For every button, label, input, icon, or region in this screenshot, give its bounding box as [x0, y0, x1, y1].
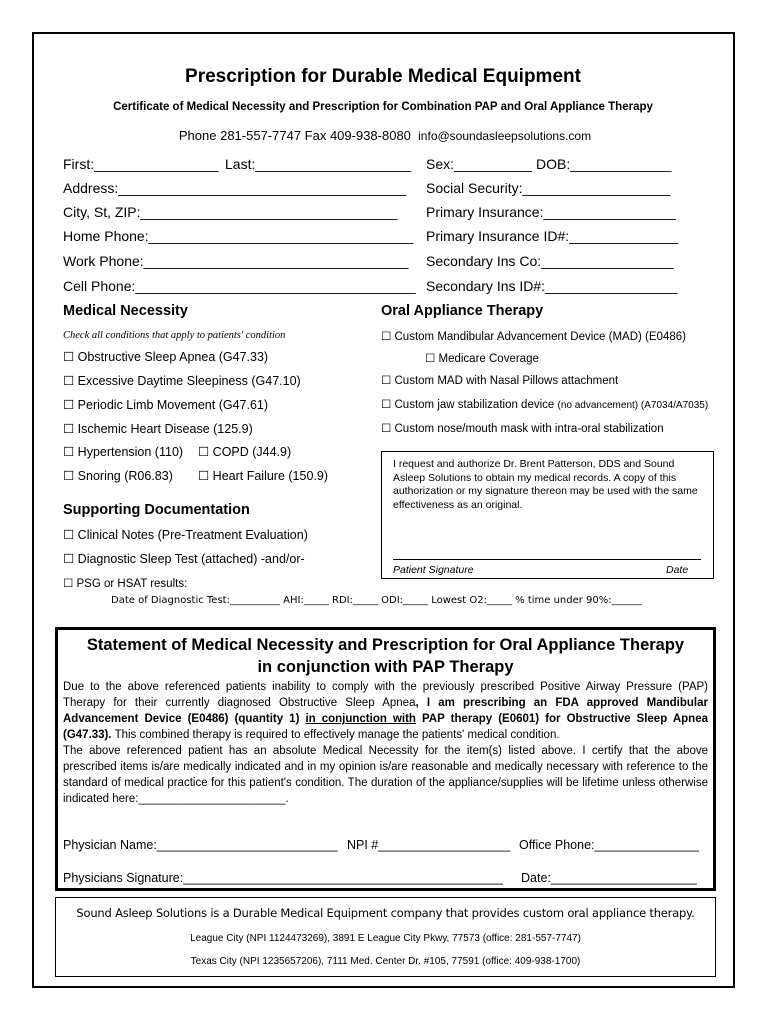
checkbox-snoring[interactable]: ☐ Snoring (R06.83) [63, 469, 173, 483]
statement-p1-b: , I am prescribing an FDA approved Mandibular Advancement Device (E0486) (quantity 1) [63, 697, 708, 725]
authorization-box [381, 451, 714, 579]
contact-line [0, 128, 770, 143]
secondary-insurance-field[interactable]: Secondary Ins Co:_________________ [426, 253, 674, 269]
jaw-stabilization-codes: (no advancement) (A7034/A7035) [557, 400, 709, 411]
medical-necessity-instruction: Check all conditions that apply to patients' condition [63, 330, 286, 341]
statement-title [58, 634, 713, 678]
oral-appliance-heading: Oral Appliance Therapy [381, 303, 544, 319]
footer-box [55, 897, 716, 977]
statement-p2: The above referenced patient has an absolute Medical Necessity for the item(s) listed above. I certify that the above prescribed items is/are medically indicated and in my opinion is/are reasonable and medically necessary with reference to the standard of medical practice for this patient's condition. The duration of the appliance/supplies will be lifetime unless otherwise indicated here:_______________________. [63, 745, 708, 805]
phone-fax: Phone 281-557-7747 Fax 409-938-8080 [178, 128, 411, 143]
cell-phone-field[interactable]: Cell Phone:____________________________________ [63, 278, 416, 294]
checkbox-osa[interactable]: ☐ Obstructive Sleep Apnea (G47.33) [63, 350, 269, 364]
checkbox-diagnostic-test[interactable]: ☐ Diagnostic Sleep Test (attached) -and/or- [63, 552, 305, 566]
sex-field[interactable]: Sex:__________ [426, 156, 532, 172]
dob-field[interactable]: DOB:_____________ [536, 156, 672, 172]
home-phone-field[interactable]: Home Phone:__________________________________ [63, 228, 414, 244]
footer-league-city-address: League City (NPI 1124473269), 3891 E League City Pkwy, 77573 (office: 281-557-7747) [190, 933, 581, 944]
supporting-documentation-heading: Supporting Documentation [63, 502, 250, 518]
form-title: Prescription for Durable Medical Equipment [185, 66, 581, 87]
checkbox-medicare-coverage[interactable]: ☐ Medicare Coverage [425, 353, 539, 365]
physician-signature-field[interactable]: Physicians Signature:______________________________________________ [63, 871, 503, 885]
checkbox-ihd[interactable]: ☐ Ischemic Heart Disease (125.9) [63, 422, 253, 436]
checkbox-clinical-notes[interactable]: ☐ Clinical Notes (Pre-Treatment Evaluation) [63, 528, 308, 542]
address-field[interactable]: Address:_____________________________________ [63, 180, 407, 196]
statement-p1-e: This combined therapy is required to effectively manage the patients' medical condition. [111, 729, 560, 741]
secondary-insurance-id-field[interactable]: Secondary Ins ID#:_________________ [426, 278, 678, 294]
form-subtitle: Certificate of Medical Necessity and Prescription for Combination PAP and Oral Appliance Therapy [113, 101, 653, 113]
patient-signature-line[interactable] [393, 559, 701, 560]
medical-necessity-heading: Medical Necessity [63, 303, 188, 319]
npi-field[interactable]: NPI #___________________ [347, 838, 511, 852]
primary-insurance-id-field[interactable]: Primary Insurance ID#:______________ [426, 228, 679, 244]
first-name-field[interactable]: First:________________ [63, 156, 219, 172]
footer-company-description: Sound Asleep Solutions is a Durable Medical Equipment company that provides custom oral appliance therapy. [76, 906, 695, 920]
diagnostic-results-line[interactable]: Date of Diagnostic Test:__________ AHI:_____ RDI:_____ ODI:_____ Lowest O2:_____ % time under 90%:______ [111, 595, 642, 606]
social-security-field[interactable]: Social Security:___________________ [426, 180, 671, 196]
checkbox-psg-hsat[interactable]: ☐ PSG or HSAT results: [63, 578, 188, 590]
patient-signature-label: Patient Signature [393, 564, 474, 576]
statement-p1-d: PAP therapy (E0601) for Obstructive Sleep Apnea (G47.33). [63, 713, 708, 741]
primary-insurance-field[interactable]: Primary Insurance:_________________ [426, 204, 676, 220]
checkbox-mad-nasal-pillows[interactable]: ☐ Custom MAD with Nasal Pillows attachment [381, 375, 619, 387]
physician-name-field[interactable]: Physician Name:__________________________ [63, 838, 338, 852]
statement-body [63, 679, 708, 807]
contact-email: info@soundasleepsolutions.com [418, 129, 592, 143]
statement-p1-c: in conjunction with [305, 713, 416, 725]
city-state-zip-field[interactable]: City, St, ZIP:_________________________________ [63, 204, 398, 220]
checkbox-jaw-stabilization[interactable] [381, 397, 708, 411]
last-name-field[interactable]: Last:____________________ [225, 156, 412, 172]
checkbox-plm[interactable]: ☐ Periodic Limb Movement (G47.61) [63, 398, 269, 412]
statement-p1-a: Due to the above referenced patients inability to comply with the previously prescribed Positive Airway Pressure (PAP) Therapy for their currently diagnosed Obstructive Sleep Apnea [63, 681, 708, 709]
checkbox-hypertension[interactable]: ☐ Hypertension (110) [63, 445, 184, 459]
statement-box [55, 627, 716, 891]
patient-date-label: Date [666, 564, 689, 576]
jaw-stabilization-label: ☐ Custom jaw stabilization device [381, 399, 555, 411]
office-phone-field[interactable]: Office Phone:_______________ [519, 838, 699, 852]
statement-title-line2: in conjunction with PAP Therapy [257, 658, 514, 676]
footer-texas-city-address: Texas City (NPI 1235657206), 7111 Med. Center Dr. #105, 77591 (office: 409-938-1700) [190, 956, 581, 967]
work-phone-field[interactable]: Work Phone:__________________________________ [63, 253, 409, 269]
checkbox-mad[interactable]: ☐ Custom Mandibular Advancement Device (MAD) (E0486) [381, 331, 686, 343]
checkbox-nose-mouth-mask[interactable]: ☐ Custom nose/mouth mask with intra-oral stabilization [381, 423, 664, 435]
checkbox-copd[interactable]: ☐ COPD (J44.9) [198, 445, 292, 459]
statement-title-line1: Statement of Medical Necessity and Prescription for Oral Appliance Therapy [86, 636, 685, 654]
physician-date-field[interactable]: Date:_____________________ [521, 871, 697, 885]
authorization-text: I request and authorize Dr. Brent Patterson, DDS and Sound Asleep Solutions to obtain my medical records. A copy of this authorization or my signature thereon may be used with the same effectiveness as an original. [393, 458, 698, 511]
checkbox-eds[interactable]: ☐ Excessive Daytime Sleepiness (G47.10) [63, 374, 301, 388]
checkbox-heart-failure[interactable]: ☐ Heart Failure (150.9) [198, 469, 329, 483]
